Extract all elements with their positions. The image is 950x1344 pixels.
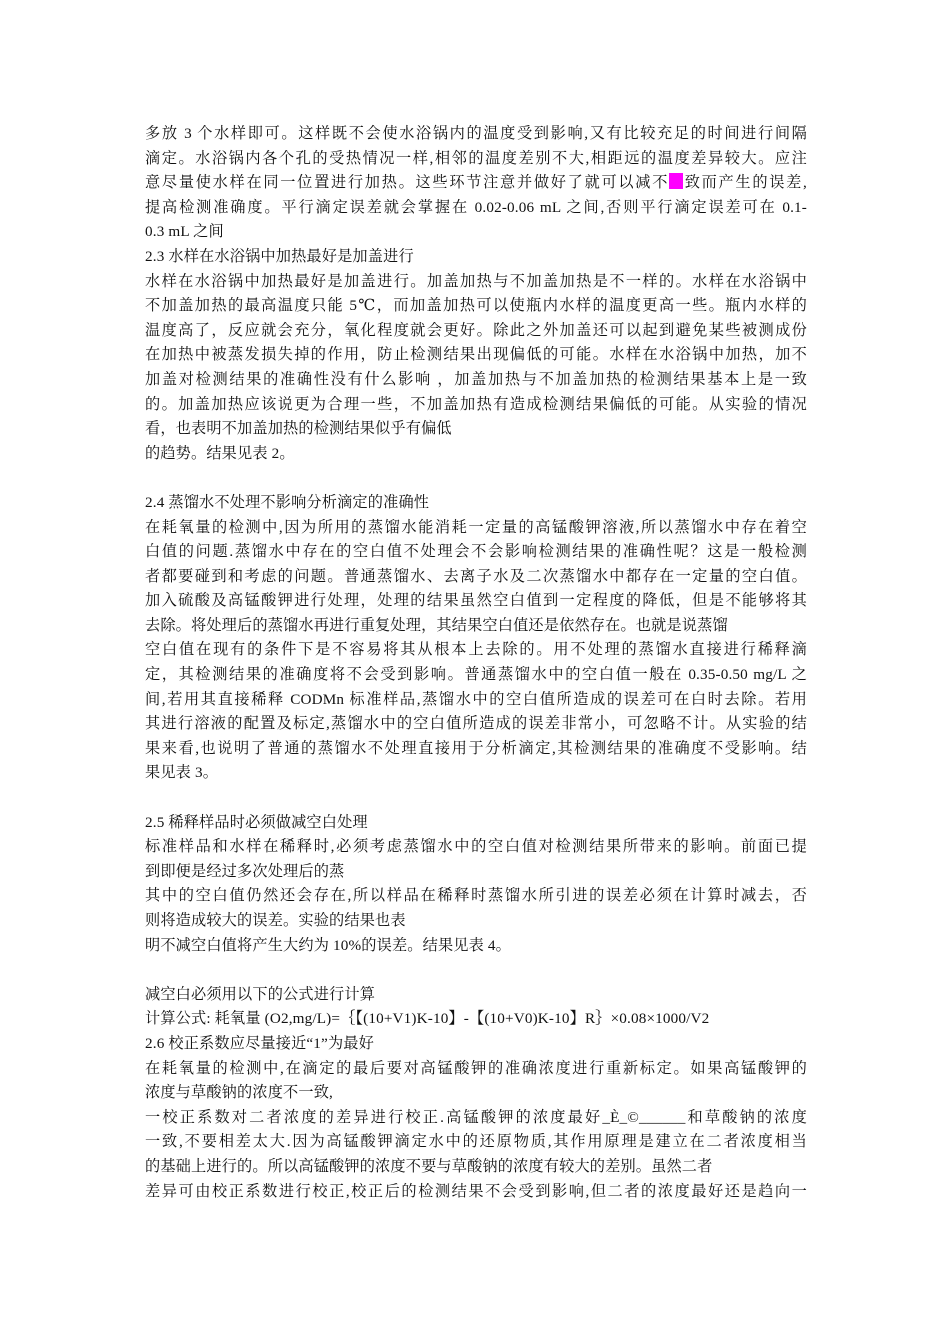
paragraph-line: 空白值在现有的条件下是不容易将其从根本上去除的。用不处理的蒸馏水直接进行稀释滴 bbox=[145, 641, 807, 659]
paragraph-line: 在耗氧量的检测中,因为所用的蒸馏水能消耗一定量的高锰酸钾溶液,所以蒸馏水中存在着空 bbox=[145, 518, 807, 536]
section-heading: 2.4 蒸馏水不处理不影响分析滴定的准确性 bbox=[145, 493, 430, 511]
paragraph-line: 白值的问题.蒸馏水中存在的空白值不处理会不会影响检测结果的准确性呢？这是一般检测 bbox=[145, 543, 807, 561]
paragraph-line: 的。加盖加热应该说更为合理一些，不加盖加热有造成检测结果偏低的可能。从实验的情况 bbox=[145, 395, 807, 413]
paragraph-line: 一致,不要相差太大.因为高锰酸钾滴定水中的还原物质,其作用原理是建立在二者浓度相当 bbox=[145, 1133, 807, 1151]
paragraph-line: 滴定。水浴锅内各个孔的受热情况一样,相邻的温度差别不大,相距远的温度差异较大。应注 bbox=[145, 149, 807, 167]
paragraph-line: 浓度与草酸钠的浓度不一致, bbox=[145, 1084, 333, 1102]
paragraph-line: 多放 3 个水样即可。这样既不会使水浴锅内的温度受到影响,又有比较充足的时间进行间隔 bbox=[145, 125, 807, 142]
section-heading: 2.5 稀释样品时必须做减空白处理 bbox=[145, 813, 368, 831]
paragraph-line: 加入硫酸及高锰酸钾进行处理，处理的结果虽然空白值到一定程度的降低，但是不能够将其 bbox=[145, 592, 807, 610]
paragraph-line: 在耗氧量的检测中,在滴定的最后要对高锰酸钾的准确浓度进行重新标定。如果高锰酸钾的 bbox=[145, 1059, 807, 1077]
paragraph-line bbox=[145, 171, 807, 196]
paragraph-line: 看，也表明不加盖加热的检测结果似乎有偏低 bbox=[145, 420, 452, 438]
section-heading: 2.3 水样在水浴锅中加热最好是加盖进行 bbox=[145, 247, 414, 265]
paragraph-line: 提高检测准确度。平行滴定误差就会掌握在 0.02-0.06 mL 之间,否则平行滴定误差可在 0.1- bbox=[145, 198, 807, 216]
paragraph-line: 不加盖加热的最高温度只能 5℃，而加盖加热可以使瓶内水样的温度更高一些。瓶内水样的 bbox=[145, 297, 807, 315]
formula-intro: 减空白必须用以下的公式进行计算 bbox=[145, 985, 376, 1003]
formula: 计算公式: 耗氧量 (O2,mg/L)=｛【(10+V1)K-10】-【(10+V0)K-10】R｝×0.08×1000/V2 bbox=[145, 1010, 710, 1028]
paragraph-line: 的趋势。结果见表 2。 bbox=[145, 444, 295, 462]
text-segment: 致而产生的误差, bbox=[683, 174, 807, 192]
paragraph-line: 则将造成较大的误差。实验的结果也表 bbox=[145, 912, 406, 929]
paragraph-line: 去除。将处理后的蒸馏水再进行重复处理，其结果空白值还是依然存在。也就是说蒸馏 bbox=[145, 616, 728, 634]
paragraph-line: 定，其检测结果的准确度将不会受到影响。普通蒸馏水中的空白值一般在 0.35-0.50 mg/L 之 bbox=[145, 666, 807, 684]
paragraph-line: 0.3 mL 之间 bbox=[145, 223, 224, 241]
paragraph-line: 水样在水浴锅中加热最好是加盖进行。加盖加热与不加盖加热是不一样的。水样在水浴锅中 bbox=[145, 272, 807, 290]
paragraph-line: 在加热中被蒸发损失掉的作用，防止检测结果出现偏低的可能。水样在水浴锅中加热，加不 bbox=[145, 346, 807, 364]
paragraph-line: 加盖对检测结果的准确性没有什么影响 ，加盖加热与不加盖加热的检测结果基本上是一致 bbox=[145, 370, 807, 388]
paragraph-line: 其中的空白值仍然还会存在,所以样品在稀释时蒸馏水所引进的误差必须在计算时减去，否 bbox=[145, 887, 807, 905]
paragraph-line: 标准样品和水样在稀释时,必须考虑蒸馏水中的空白值对检测结果所带来的影响。前面已提 bbox=[145, 838, 807, 856]
document-page bbox=[145, 122, 807, 1204]
paragraph-line: 明不减空白值将产生大约为 10%的误差。结果见表 4。 bbox=[145, 936, 512, 954]
paragraph-line: 的基础上进行的。所以高锰酸钾的浓度不要与草酸钠的浓度有较大的差别。虽然二者 bbox=[145, 1157, 713, 1175]
highlight-mark bbox=[669, 173, 683, 189]
blank-line bbox=[145, 786, 807, 811]
paragraph-line: 差异可由校正系数进行校正,校正后的检测结果不会受到影响,但二者的浓度最好还是趋向一 bbox=[145, 1182, 807, 1200]
section-heading: 2.6 校正系数应尽量接近“1”为最好 bbox=[145, 1034, 374, 1052]
paragraph-line: 果见表 3。 bbox=[145, 764, 219, 782]
paragraph-line: 温度高了，反应就会充分，氧化程度就会更好。除此之外加盖还可以起到避免某些被测成份 bbox=[145, 321, 807, 339]
paragraph-line: 果来看,也说明了普通的蒸馏水不处理直接用于分析滴定,其检测结果的准确度不受影响。结 bbox=[145, 739, 807, 757]
paragraph-line: 者都要碰到和考虑的问题。普通蒸馏水、去离子水及二次蒸馏水中都存在一定量的空白值。 bbox=[145, 567, 807, 585]
blank-line bbox=[145, 958, 807, 983]
blank-line bbox=[145, 466, 807, 491]
paragraph-line: 间,若用其直接稀释 CODMn 标准样品,蒸馏水中的空白值所造成的误差可在白时去除。若用 bbox=[145, 690, 807, 708]
text-segment: 意尽量使水样在同一位置进行加热。这些环节注意并做好了就可以减不 bbox=[145, 174, 670, 192]
paragraph-line: 到即便是经过多次处理后的蒸 bbox=[145, 862, 345, 880]
paragraph-line: 其进行溶液的配置及标定,蒸馏水中的空白值所造成的误差非常小，可忽略不计。从实验的结 bbox=[145, 715, 807, 733]
paragraph-line: 一校正系数对二者浓度的差异进行校正.高锰酸钾的浓度最好_È_©______和草酸钠的浓度 bbox=[145, 1108, 807, 1126]
